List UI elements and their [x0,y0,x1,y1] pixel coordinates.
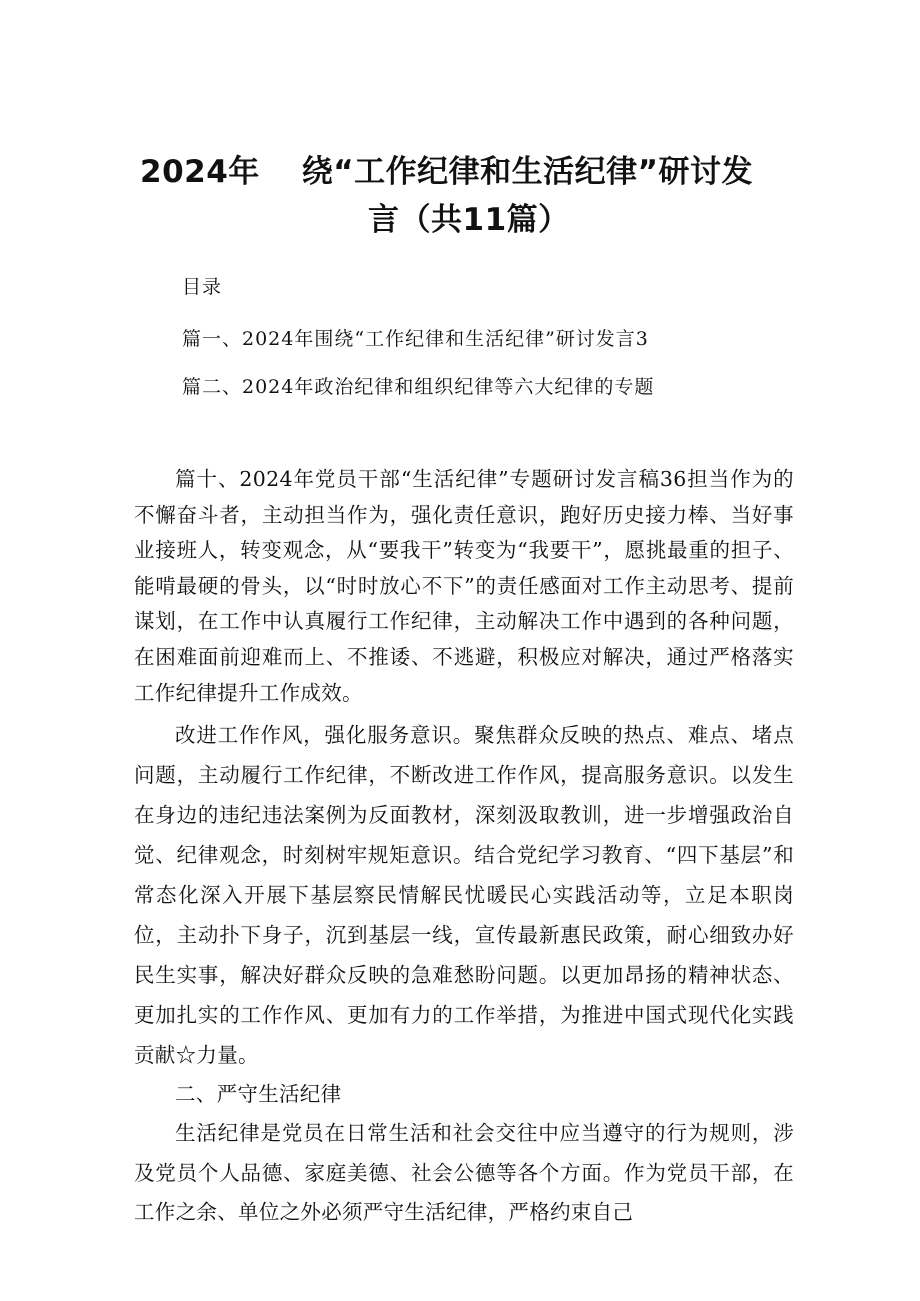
document-title [140,148,780,244]
title-year: 2024年 [140,154,260,190]
paragraph: 生活纪律是党员在日常生活和社会交往中应当遵守的行为规则，涉及党员个人品德、家庭美德、社会公德等各个方面。作为党员干部，在工作之余、单位之外必须严守生活纪律，严格约束自己 [134,1121,794,1225]
paragraph: 改进工作作风，强化服务意识。聚焦群众反映的热点、难点、堵点问题，主动履行工作纪律，不断改进工作作风，提高服务意识。以发生在身边的违纪违法案例为反面教材，深刻汲取教训，进一步增强政治自觉、纪律观念，时刻树牢规矩意识。结合党纪学习教育、“四下基层”和常态化深入开展下基层察民情解民忧暖民心实践活动等，立足本职岗位，主动扑下身子，沉到基层一线，宣传最新惠民政策，耐心细致办好民生实事，解决好群众反映的急难愁盼问题。以更加昂扬的精神状态、更加扎实的工作作风、更加有力的工作举措，为推进中国式现代化实践贡献☆力量。 [134,723,794,1068]
title-line-2: 言（共11篇） [368,202,570,238]
toc-label: 目录 [182,276,223,298]
toc-item[interactable]: 篇二、2024年政治纪律和组织纪律等六大纪律的专题 [182,376,655,398]
document-body [134,462,794,1232]
paragraph: 篇十、2024年党员干部“生活纪律”专题研讨发言稿36担当作为的不懈奋斗者，主动担当作为，强化责任意识，跑好历史接力棒、当好事业接班人，转变观念，从“要我干”转变为“我要干”，愿挑最重的担子、能啃最硬的骨头，以“时时放心不下”的责任感面对工作主动思考、提前谋划，在工作中认真履行工作纪律，主动解决工作中遇到的各种问题，在困难面前迎难而上、不推诿、不逃避，积极应对解决，通过严格落实工作纪律提升工作成效。 [134,467,794,705]
section-heading: 二、严守生活纪律 [175,1082,342,1107]
toc-item[interactable]: 篇一、2024年围绕“工作纪律和生活纪律”研讨发言3 [182,328,649,350]
title-line-1 [140,148,780,196]
title-topic: 绕“工作纪律和生活纪律”研讨发 [301,154,754,190]
